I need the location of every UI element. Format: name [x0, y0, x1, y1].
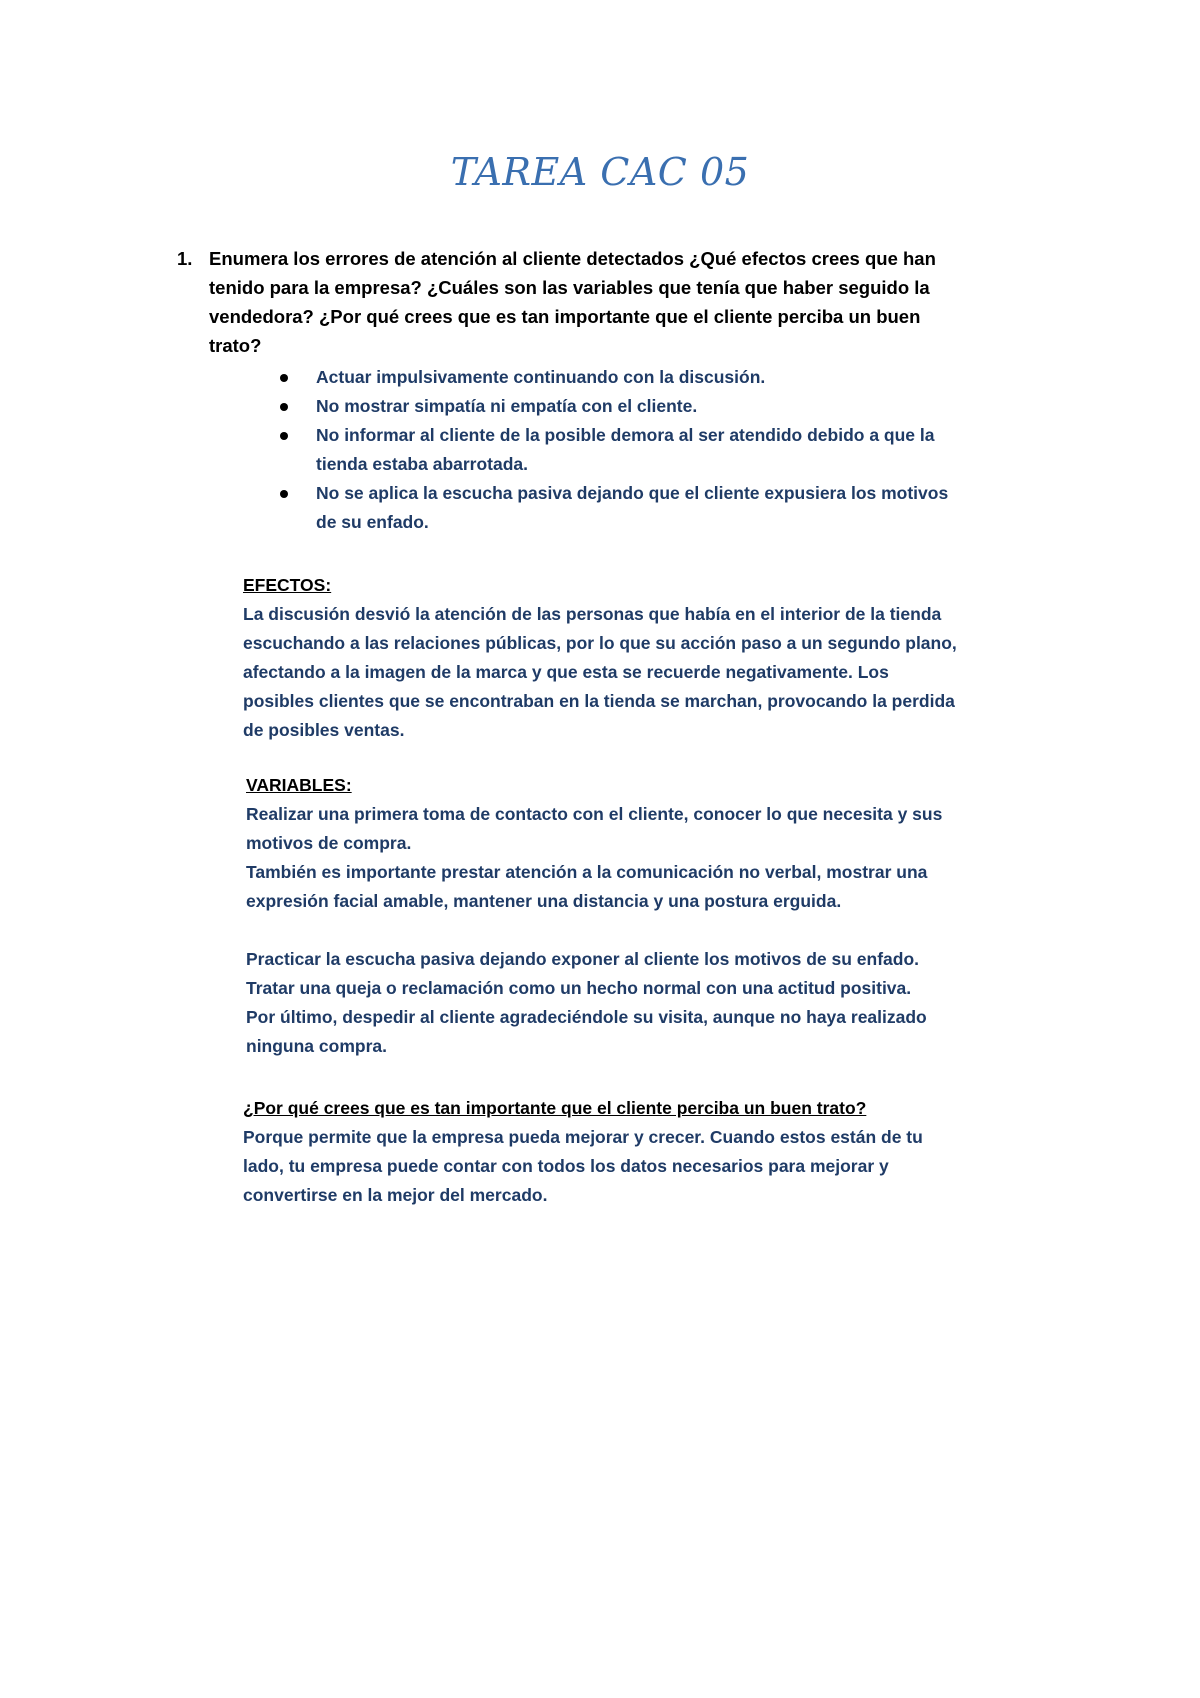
bullet-text: No se aplica la escucha pasiva dejando que el cliente expusiera los motivos — [316, 483, 949, 503]
variables-heading: VARIABLES: — [246, 775, 352, 795]
variables-section — [246, 771, 1036, 1061]
bullet-icon — [280, 432, 288, 440]
errors-bullet-list — [316, 363, 1026, 537]
document-title: TAREA CAC 05 — [450, 150, 750, 194]
question-number: 1. — [177, 248, 193, 269]
bullet-text: No informar al cliente de la posible demora al ser atendido debido a que la — [316, 425, 935, 445]
bullet-text: tienda estaba abarrotada. — [316, 454, 529, 474]
bullet-item — [316, 421, 1026, 479]
bullet-item — [316, 363, 1026, 392]
variables-body — [246, 800, 1036, 1061]
bullet-icon — [280, 490, 288, 498]
paragraph-line: convertirse en la mejor del mercado. — [243, 1185, 548, 1205]
paragraph-line: Realizar una primera toma de contacto con el cliente, conocer lo que necesita y sus — [246, 804, 943, 824]
bullet-icon — [280, 403, 288, 411]
paragraph-line: motivos de compra. — [246, 833, 412, 853]
paragraph-line: expresión facial amable, mantener una distancia y una postura erguida. — [246, 891, 842, 911]
paragraph-line: posibles clientes que se encontraban en la tienda se marchan, provocando la perdida — [243, 691, 955, 711]
paragraph-line: Practicar la escucha pasiva dejando exponer al cliente los motivos de su enfado. — [246, 949, 920, 969]
bullet-text: de su enfado. — [316, 512, 429, 532]
paragraph-gap — [246, 916, 1036, 945]
porque-heading: ¿Por qué crees que es tan importante que el cliente perciba un buen trato? — [243, 1098, 867, 1118]
bullet-item — [316, 392, 1026, 421]
porque-section — [243, 1094, 1033, 1210]
question-1 — [177, 244, 1009, 360]
question-line: vendedora? ¿Por qué crees que es tan importante que el cliente perciba un buen — [209, 306, 921, 327]
bullet-item — [316, 479, 1026, 537]
question-line: trato? — [209, 335, 262, 356]
efectos-section — [243, 571, 1033, 745]
paragraph-line: También es importante prestar atención a la comunicación no verbal, mostrar una — [246, 862, 928, 882]
question-line: Enumera los errores de atención al cliente detectados ¿Qué efectos crees que han — [209, 248, 936, 269]
paragraph-line: ninguna compra. — [246, 1036, 387, 1056]
paragraph-line: lado, tu empresa puede contar con todos los datos necesarios para mejorar y — [243, 1156, 889, 1176]
efectos-heading: EFECTOS: — [243, 575, 332, 595]
paragraph-line: afectando a la imagen de la marca y que esta se recuerde negativamente. Los — [243, 662, 889, 682]
paragraph-line: de posibles ventas. — [243, 720, 405, 740]
paragraph-line: Por último, despedir al cliente agradeciéndole su visita, aunque no haya realizado — [246, 1007, 927, 1027]
porque-body — [243, 1123, 1033, 1210]
bullet-text: No mostrar simpatía ni empatía con el cliente. — [316, 396, 698, 416]
efectos-body — [243, 600, 1033, 745]
paragraph-line: La discusión desvió la atención de las personas que había en el interior de la tienda — [243, 604, 942, 624]
question-line: tenido para la empresa? ¿Cuáles son las variables que tenía que haber seguido la — [209, 277, 930, 298]
bullet-text: Actuar impulsivamente continuando con la discusión. — [316, 367, 766, 387]
paragraph-line: Tratar una queja o reclamación como un hecho normal con una actitud positiva. — [246, 978, 912, 998]
paragraph-line: Porque permite que la empresa pueda mejorar y crecer. Cuando estos están de tu — [243, 1127, 923, 1147]
paragraph-line: escuchando a las relaciones públicas, por lo que su acción paso a un segundo plano, — [243, 633, 957, 653]
bullet-icon — [280, 374, 288, 382]
